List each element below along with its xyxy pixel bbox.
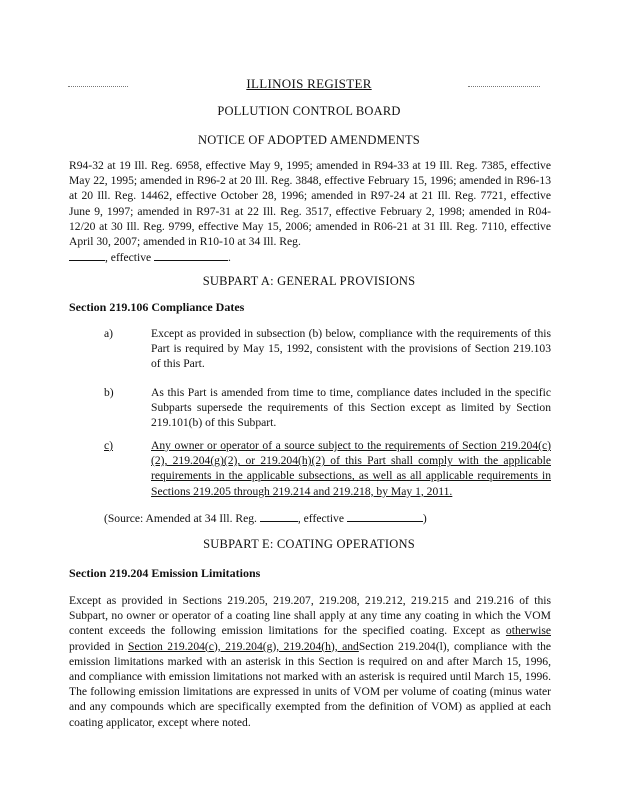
section-204-heading: Section 219.204 Emission Limitations	[69, 566, 261, 580]
section-204-paragraph	[69, 593, 551, 730]
otherwise-underlined: otherwise	[505, 624, 551, 638]
blank-line	[347, 510, 423, 522]
source-prefix: (Source: Amended at 34 Ill. Reg.	[104, 512, 257, 525]
blank-line	[69, 249, 105, 261]
section-refs-added: Section 219.204(c), 219.204(g), 219.204(h), and	[128, 639, 359, 653]
subpart-a-title: SUBPART A: GENERAL PROVISIONS	[202, 274, 416, 288]
section-106-heading: Section 219.106 Compliance Dates	[69, 300, 245, 314]
board-name: POLLUTION CONTROL BOARD	[217, 104, 401, 118]
source-end: )	[422, 512, 427, 525]
item-text: As this Part is amended from time to time, compliance dates included in the specific Subparts supersede the requirements of this Section except as limited by Section 219.101(b) of this Subpart.	[151, 386, 551, 430]
history-paragraph: R94-32 at 19 Ill. Reg. 6958, effective May 9, 1995; amended in R94-33 at 19 Ill. Reg. 7385, effective May 22, 1995; amended in R96-2 at 20 Ill. Reg. 3848, effective February 15, 1996; amended in R96-13 at 20 Ill. Reg. 14462, effective October 28, 1996; amended in R97-24 at 21 Ill. Reg. 7721, effective June 9, 1997; amended in R97-31 at 22 Ill. Reg. 3517, effective February 2, 1998; amended in R04-12/20 at 30 Ill. Reg. 9799, effective May 15, 2006; amended in R06-21 at 31 Ill. Reg. 7110, effective April 30, 2007; amended in R10-10 at 34 Ill. Reg. , effective .	[69, 159, 551, 265]
section-refs-2: Section 219.204(l),	[358, 639, 450, 653]
subpart-e-title: SUBPART E: COATING OPERATIONS	[203, 537, 415, 551]
history-tail: , effective	[105, 251, 152, 265]
item-label: c)	[104, 439, 114, 452]
notice-title: NOTICE OF ADOPTED AMENDMENTS	[198, 133, 420, 147]
item-text: Except as provided in subsection (b) below, compliance with the requirements of this Part is required by May 15, 1992, consistent with the provisions of Section 219.103 of this Part.	[151, 327, 551, 371]
item-label: a)	[104, 327, 114, 340]
p3-text: compliance with the emission limitations marked with an asterisk in this Section is required on and after March 15, 1996, and compliance with emission limitations not marked with an asterisk is required until March 15, 1996. The following emission limitations are expressed in units of VOM per volume of coating (minus water and any compounds which are specifically exempted from the definition of VOM) as applied at each coating applicator, except where noted.	[69, 639, 552, 729]
source-mid: , effective	[297, 512, 344, 525]
register-header	[0, 76, 618, 96]
item-label: b)	[104, 386, 114, 399]
p1-text: Except as provided in Sections 219.205, 219.207, 219.208, 219.212, 219.215 and 219.216 of this Subpart, no owner or operator of a coating line shall apply at any time any coating in which the VOM content exceeds the following emission limitations for the specified coating. Except as	[69, 594, 551, 638]
blank-line	[154, 249, 228, 261]
header-rule-right	[468, 86, 540, 87]
source-note	[104, 510, 554, 526]
provided-text: provided in	[69, 639, 129, 653]
history-text: R94-32 at 19 Ill. Reg. 6958, effective May 9, 1995; amended in R94-33 at 19 Ill. Reg. 7385, effective May 22, 1995; amended in R96-2 at 20 Ill. Reg. 3848, effective February 15, 1996; amended in R96-13 at 20 Ill. Reg. 14462, effective October 28, 1996; amended in R97-24 at 21 Ill. Reg. 7721, effective June 9, 1997; amended in R97-31 at 22 Ill. Reg. 3517, effective February 2, 1998; amended in R04-12/20 at 30 Ill. Reg. 9799, effective May 15, 2006; amended in R06-21 at 31 Ill. Reg. 7110, effective April 30, 2007; amended in R10-10 at 34 Ill. Reg.	[69, 159, 551, 249]
item-text-added: Any owner or operator of a source subject to the requirements of Section 219.204(c)(2), 219.204(g)(2), or 219.204(h)(2) of this Part shall comply with the applicable requirements in the applicable subsections, as well as all applicable requirements in Sections 219.205 through 219.214 and 219.218, by May 1, 2011.	[151, 439, 551, 498]
register-title: ILLINOIS REGISTER	[246, 76, 372, 91]
blank-line	[260, 510, 298, 522]
